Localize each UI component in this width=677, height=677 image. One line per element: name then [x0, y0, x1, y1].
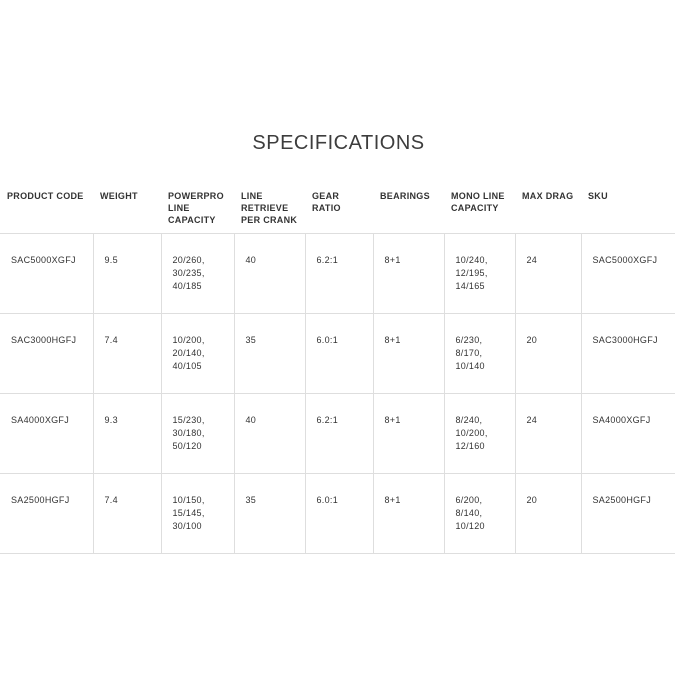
- cell-retrieve: 35: [234, 474, 305, 554]
- table-row: [0, 474, 675, 554]
- cell-powerpro: 10/150, 15/145, 30/100: [161, 474, 234, 554]
- header-sku: SKU: [581, 188, 675, 234]
- specifications-table: [0, 188, 675, 554]
- cell-weight: 7.4: [93, 474, 161, 554]
- cell-bearings: 8+1: [373, 234, 444, 314]
- table-row: [0, 234, 675, 314]
- header-line-retrieve-per-crank: LINE RETRIEVE PER CRANK: [234, 188, 305, 234]
- header-max-drag: MAX DRAG: [515, 188, 581, 234]
- header-bearings: BEARINGS: [373, 188, 444, 234]
- cell-retrieve: 35: [234, 314, 305, 394]
- table-row: [0, 394, 675, 474]
- cell-bearings: 8+1: [373, 394, 444, 474]
- cell-product-code: SA2500HGFJ: [0, 474, 93, 554]
- page-title: SPECIFICATIONS: [252, 132, 425, 154]
- cell-mono: 6/200, 8/140, 10/120: [444, 474, 515, 554]
- cell-mono: 6/230, 8/170, 10/140: [444, 314, 515, 394]
- cell-weight: 7.4: [93, 314, 161, 394]
- cell-product-code: SAC3000HGFJ: [0, 314, 93, 394]
- cell-sku: SAC3000HGFJ: [581, 314, 675, 394]
- cell-weight: 9.5: [93, 234, 161, 314]
- table-header-row: [0, 188, 675, 234]
- cell-gear-ratio: 6.0:1: [305, 314, 373, 394]
- cell-max-drag: 20: [515, 474, 581, 554]
- cell-sku: SAC5000XGFJ: [581, 234, 675, 314]
- cell-mono: 8/240, 10/200, 12/160: [444, 394, 515, 474]
- cell-product-code: SA4000XGFJ: [0, 394, 93, 474]
- cell-retrieve: 40: [234, 394, 305, 474]
- cell-gear-ratio: 6.0:1: [305, 474, 373, 554]
- cell-gear-ratio: 6.2:1: [305, 234, 373, 314]
- header-gear-ratio: GEAR RATIO: [305, 188, 373, 234]
- cell-sku: SA2500HGFJ: [581, 474, 675, 554]
- cell-max-drag: 24: [515, 394, 581, 474]
- cell-max-drag: 24: [515, 234, 581, 314]
- cell-powerpro: 10/200, 20/140, 40/105: [161, 314, 234, 394]
- cell-max-drag: 20: [515, 314, 581, 394]
- cell-bearings: 8+1: [373, 314, 444, 394]
- header-mono-line-capacity: MONO LINE CAPACITY: [444, 188, 515, 234]
- cell-mono: 10/240, 12/195, 14/165: [444, 234, 515, 314]
- cell-powerpro: 15/230, 30/180, 50/120: [161, 394, 234, 474]
- cell-bearings: 8+1: [373, 474, 444, 554]
- cell-weight: 9.3: [93, 394, 161, 474]
- header-weight: WEIGHT: [93, 188, 161, 234]
- cell-gear-ratio: 6.2:1: [305, 394, 373, 474]
- cell-retrieve: 40: [234, 234, 305, 314]
- header-powerpro-line-capacity: POWERPRO LINE CAPACITY: [161, 188, 234, 234]
- cell-sku: SA4000XGFJ: [581, 394, 675, 474]
- table-row: [0, 314, 675, 394]
- cell-product-code: SAC5000XGFJ: [0, 234, 93, 314]
- header-product-code: PRODUCT CODE: [0, 188, 93, 234]
- cell-powerpro: 20/260, 30/235, 40/185: [161, 234, 234, 314]
